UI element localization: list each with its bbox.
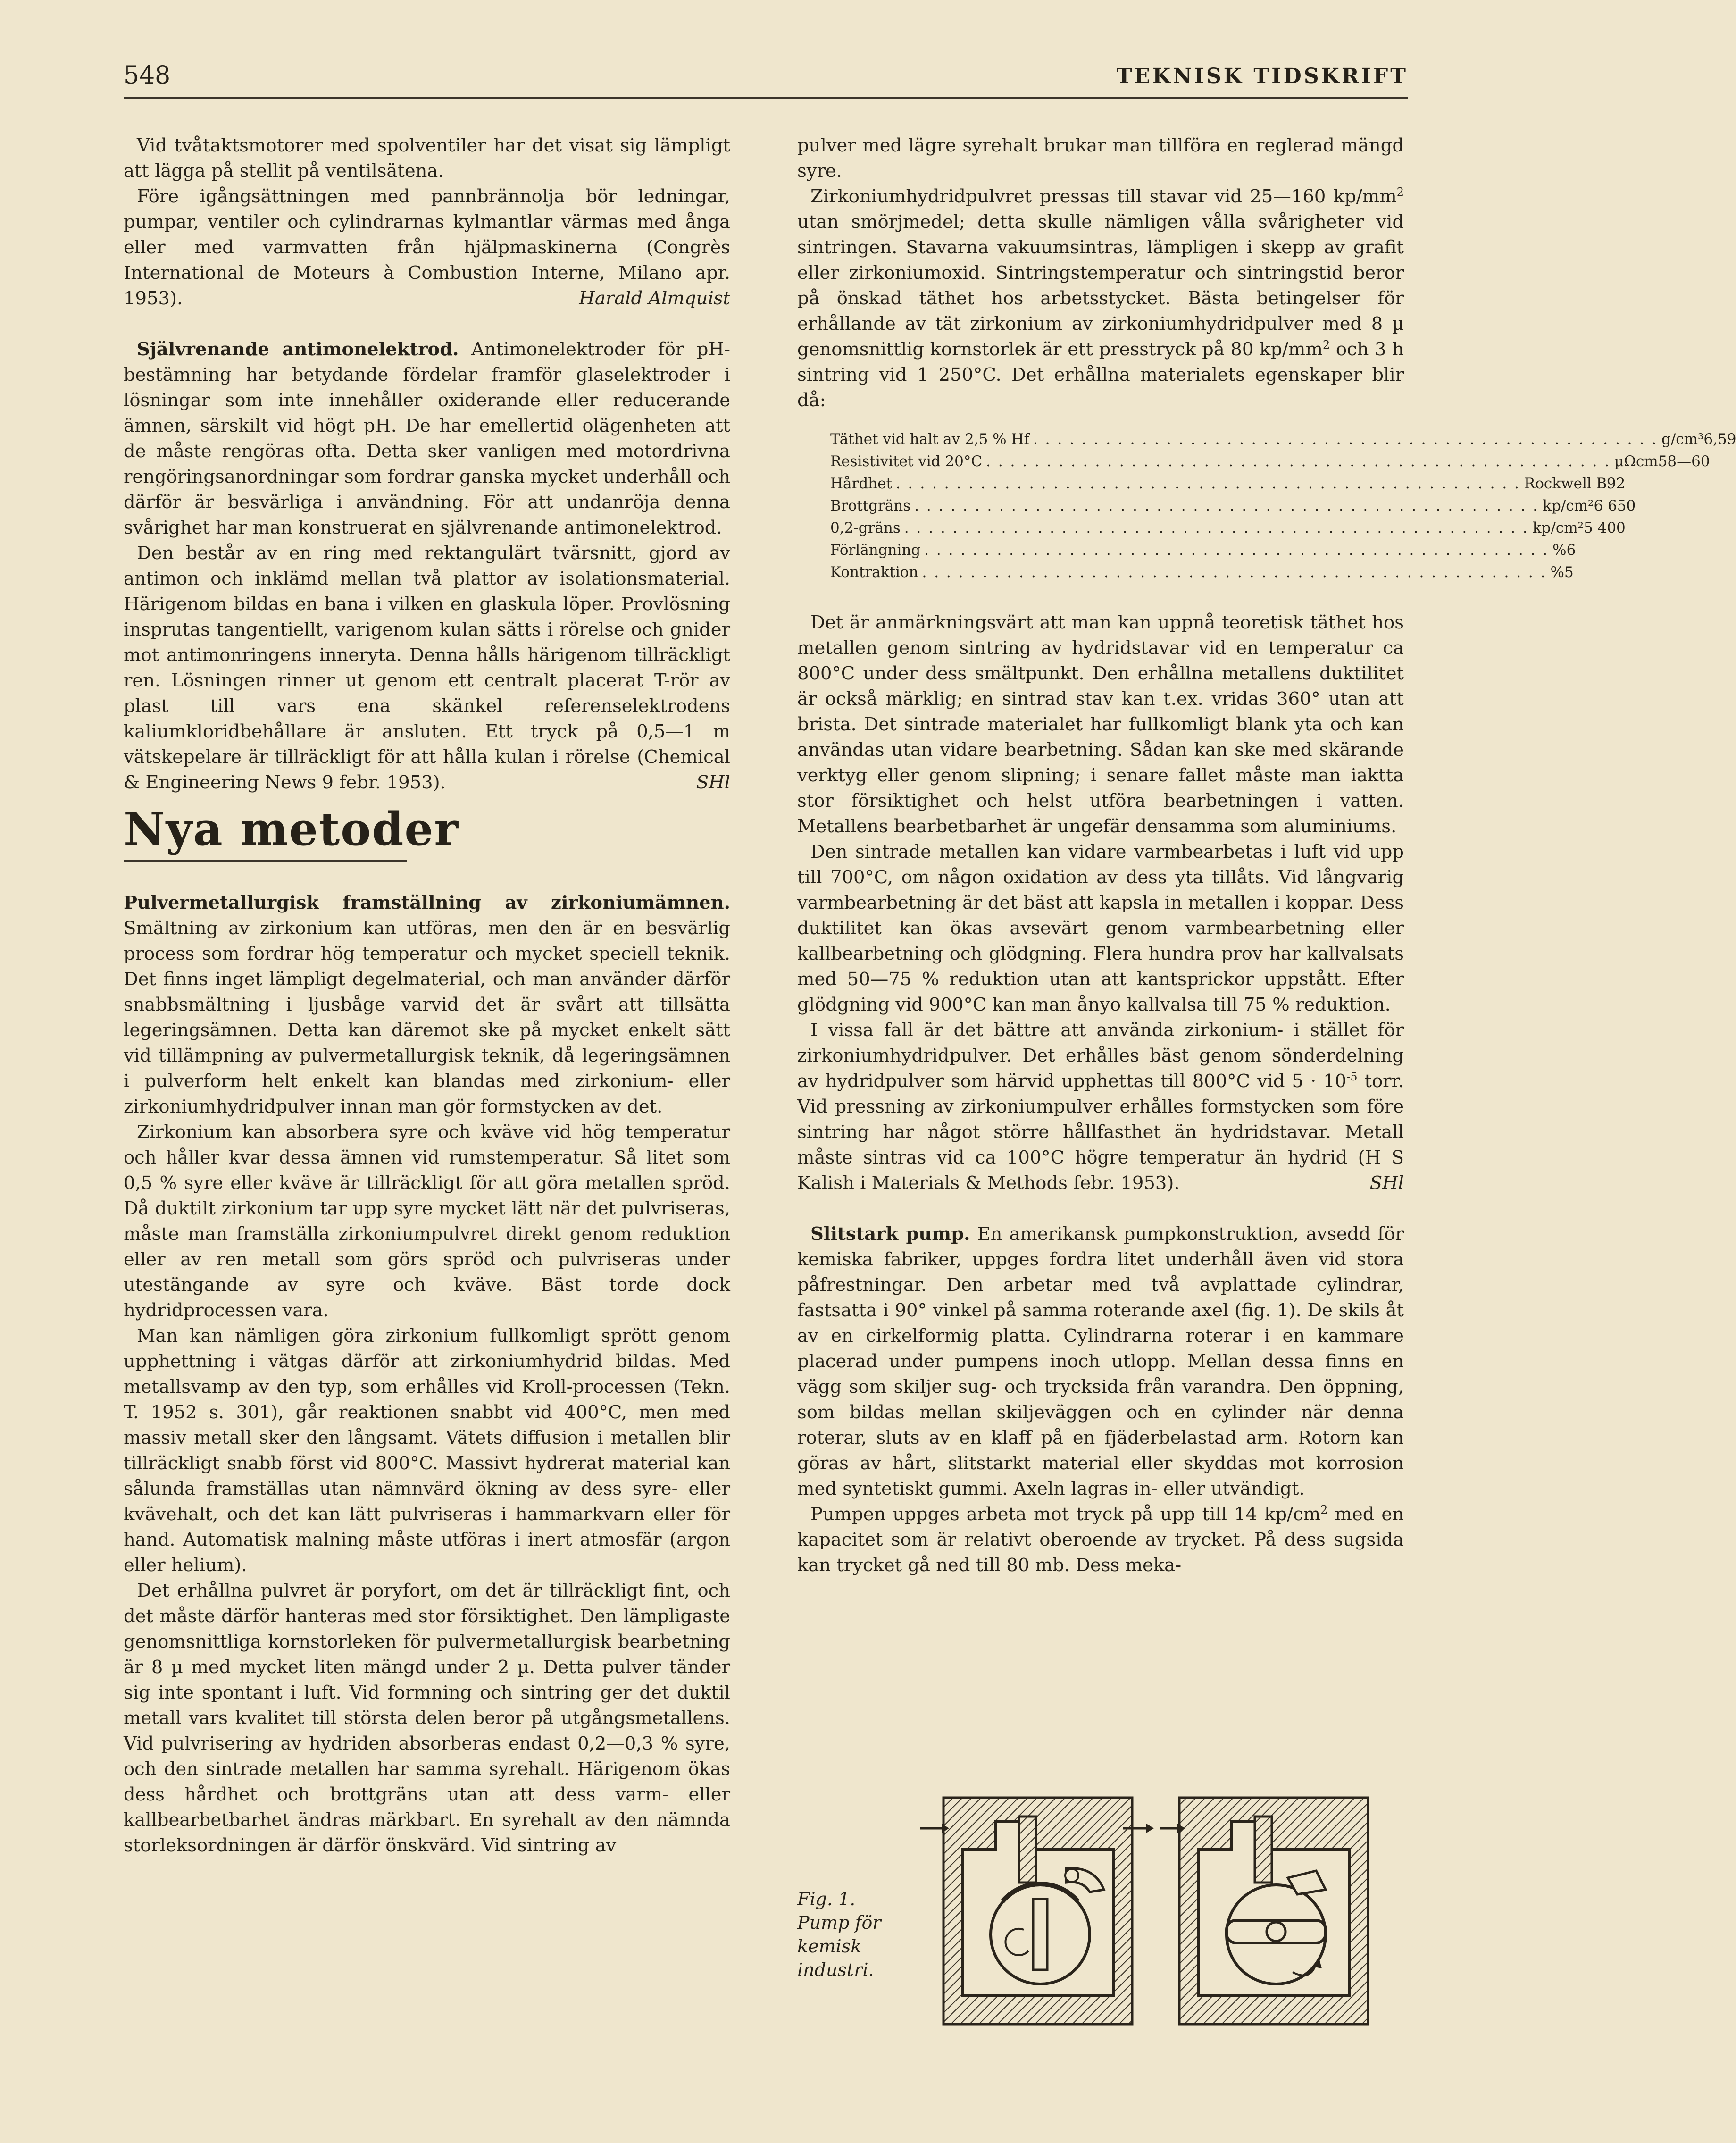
property-unit: g/cm³ (1661, 431, 1704, 448)
zirkonium-paragraph (124, 890, 730, 1120)
antimon-text: Antimonelektroder för pH-bestämning har betydande fördelar framför glaselektroder i lösningar som inte innehåller oxiderande eller reducerande ämnen, särskilt vid högt pH. De har emellertid olägenheten att de måste rengöras ofta. Detta sker vanligen med motordrivna rengöringsanordningar som fordrar ganska mycket underhåll och därför är besvärliga i användning. För att undanröja denna svårighet har man konstruerat en självrenande antimonelektrod. (124, 339, 730, 538)
property-value: 5 400 (1584, 519, 1626, 536)
author-signature: SHl (1369, 1172, 1404, 1194)
zirkonium-paragraph (797, 184, 1404, 413)
pump-right-view (1160, 1798, 1368, 2024)
zirkonium-text: utan smörjmedel; detta skulle nämligen vålla svårigheter vid sintringen. Stavarna vakuumsintras, lämpligen i skepp av grafit eller zirkoniumoxid. Sintringstemperatur och sintringstid beror på önskad täthet hos arbetsstycket. Bästa betingelser för erhållande av tät zirkonium av zirkoniumhydridpulver med 8 µ genomsnittlig kornstorlek är ett presstryck på 80 kp/mm (797, 211, 1404, 360)
zirkonium-text: Smältning av zirkonium kan utföras, men den är en besvärlig process som fordrar hög temperatur och mycket speciell teknik. Det finns inget lämpligt degelmaterial, och man använder därför snabbsmältning i ljusbåge varvid det är svårt att tillsätta legeringsämnen. Detta kan däremot ske på mycket enkelt sätt vid tillämpning av pulvermetallurgisk teknik, då legeringsämnen i pulverform helt enkelt kan blandas med zirkonium- eller zirkoniumhydridpulver innan man gör formstycken av det. (124, 918, 730, 1117)
superscript: -5 (1346, 1070, 1358, 1083)
zirkonium-text: och 3 h sintring vid 1 250°C. Det erhållna materialets egenskaper blir då: (797, 339, 1404, 411)
property-unit: kp/cm² (1543, 497, 1594, 514)
pump-paragraph (797, 1502, 1404, 1578)
antimon-paragraph (124, 337, 730, 541)
spacer (124, 311, 730, 337)
property-unit: % (1552, 542, 1567, 559)
properties-table (830, 428, 1736, 584)
property-value: 92 (1606, 475, 1626, 492)
zirkonium-paragraph: pulver med lägre syrehalt brukar man tillföra en reglerad mängd syre. (797, 135, 1404, 182)
right-column (797, 133, 1736, 1578)
antimon-text: Den består av en ring med rektangulärt tvärsnitt, gjord av antimon och inklämd mellan två plattor av isolationsmaterial. Härigenom bildas en bana i vilken en glaskula löper. Provlösning insprutas tangentiellt, varigenom kulan sätts i rörelse och gnider mot antimonringens inneryta. Denna hålls härigenom tillräckligt ren. Lösningen rinner ut genom ett centralt placerat T-rör av plast till vars ena skänkel referenselektrodens kaliumkloridbehållare är ansluten. Ett tryck på 0,5—1 m vätskepelare är tillräckligt för att hålla kulan i rörelse (Chemical & Engineering News 9 febr. 1953). (124, 543, 730, 793)
pump-left-view (920, 1798, 1154, 2024)
article-heading: Pulvermetallurgisk framställning av zirkoniumämnen. (124, 892, 730, 913)
property-unit: µΩcm (1614, 453, 1658, 470)
zirkonium-paragraph: Zirkonium kan absorbera syre och kväve vid hög temperatur och håller kvar dessa ämnen vid rumstemperatur. Så litet som 0,5 % syre eller kväve är tillräckligt för att göra metallen spröd. Då duktilt zirkonium tar upp syre mycket lätt när det pulvriseras, måste man framställa zirkoniumpulvret direkt genom reduktion eller av ren metall som görs spröd och pulvriseras under utestängande av syre och kväve. Bäst torde dock hydridprocessen vara. (124, 1122, 730, 1321)
stellit-paragraph: Vid tvåtaktsmotorer med spolventiler har det visat sig lämpligt att lägga på stellit på ventilsätena. (124, 135, 730, 182)
property-label: 0,2-gräns (830, 519, 901, 536)
leader-dots: . . . . . . . . . . . . . . . . . . . . . . . . . . . . . . . . . . . . . . . . . . . . . . . . . . . . (895, 475, 1520, 492)
header-rule (124, 97, 1408, 99)
property-label: Förlängning (830, 542, 921, 559)
property-row (830, 539, 1576, 561)
pump-diagram (925, 1788, 1387, 2034)
property-value: 6 650 (1594, 497, 1636, 514)
zirkonium-paragraph (797, 1018, 1404, 1196)
property-value: 58—60 (1658, 453, 1710, 470)
property-label: Brottgräns (830, 497, 911, 514)
pump-text: En amerikansk pumpkonstruktion, avsedd för kemiska fabriker, uppges fordra litet underhåll även vid stora påfrestningar. Den arbetar med två avplattade cylindrar, fastsatta i 90° vinkel på samma roterande axel (fig. 1). De skils åt av en cirkelformig platta. Cylindrarna roterar i en kammare placerad under pumpens inoch utlopp. Mellan dessa finns en vägg som skiljer sug- och trycksida från varandra. Den öppning, som bildas mellan skiljeväggen och en cylinder när denna roterar, sluts av en klaff på en fjäderbelastad arm. Rotorn kan göras av hårt, slitstarkt material eller skyddas mot korrosion med syntetiskt gummi. Axeln lagras in- eller utvändigt. (797, 1223, 1404, 1499)
leader-dots: . . . . . . . . . . . . . . . . . . . . . . . . . . . . . . . . . . . . . . . . . . . . . . . . . . . . (1033, 431, 1658, 448)
property-label: Resistivitet vid 20°C (830, 453, 983, 470)
pump-paragraph (797, 1222, 1404, 1502)
property-unit: Rockwell B (1524, 475, 1607, 492)
pump-figure (797, 1788, 1404, 2034)
leader-dots: . . . . . . . . . . . . . . . . . . . . . . . . . . . . . . . . . . . . . . . . . . . . . . . . . . . . (914, 497, 1539, 514)
stellit-text: Före igångsättningen med pannbrännolja bör ledningar, pumpar, ventiler och cylindrarnas kylmantlar värmas med ånga eller med varmvatten från hjälpmaskinerna (Congrès International de Moteurs à Combustion Interne, Milano apr. 1953). (124, 186, 730, 309)
zirkonium-paragraph: Det är anmärkningsvärt att man kan uppnå teoretisk täthet hos metallen genom sintring av hydridstavar vid en temperatur ca 800°C under dess smältpunkt. Den erhållna metallens duktilitet är också märklig; en sintrad stav kan t.ex. vridas 360° utan att brista. Det sintrade materialet har fullkomligt blank yta och kan användas utan vidare bearbetning. Sådan kan ske med skärande verktyg eller genom slipning; i senare fallet måste man iaktta stor försiktighet och helst utföra bearbetningen i vatten. Metallens bearbetbarhet är ungefär densamma som aluminiums. (797, 612, 1404, 837)
leader-dots: . . . . . . . . . . . . . . . . . . . . . . . . . . . . . . . . . . . . . . . . . . . . . . . . . . . . (922, 564, 1547, 581)
author-signature: Harald Almquist (579, 288, 730, 309)
article-heading: Självrenande antimonelektrod. (137, 339, 459, 360)
section-rule (124, 860, 407, 862)
spacer (797, 1196, 1404, 1222)
zirkonium-paragraph: Man kan nämligen göra zirkonium fullkomligt sprött genom upphettning i vätgas därför att zirkoniumhydrid bildas. Med metallsvamp av den typ, som erhålles vid Kroll-processen (Tekn. T. 1952 s. 301), går reaktionen snabbt vid 400°C, men med massiv metall sker den långsamt. Vätets diffusion i metallen blir tillräckligt snabb först vid 800°C. Massivt hydrerat material kan sålunda framställas utan nämnvärd ökning av dess syre- eller kvävehalt, och det kan lätt pulvriseras i hammarkvarn eller för hand. Automatisk malning måste utföras i inert atmosfär (argon eller helium). (124, 1325, 730, 1576)
property-row (830, 451, 1710, 473)
pump-text: Pumpen uppges arbeta mot tryck på upp till 14 kp/cm (810, 1504, 1321, 1525)
property-row (830, 517, 1626, 539)
author-signature: SHl (696, 772, 730, 793)
stellit-paragraph (124, 184, 730, 311)
property-value: 5 (1564, 564, 1574, 581)
leader-dots: . . . . . . . . . . . . . . . . . . . . . . . . . . . . . . . . . . . . . . . . . . . . . . . . . . . . (924, 542, 1549, 559)
property-value: 6 (1566, 542, 1576, 559)
property-value: 6,59 (1703, 431, 1736, 448)
property-label: Kontraktion (830, 564, 918, 581)
property-label: Hårdhet (830, 475, 892, 492)
journal-title: TEKNISK TIDSKRIFT (1116, 64, 1408, 88)
property-row (830, 495, 1636, 517)
property-row (830, 428, 1736, 451)
article-heading: Slitstark pump. (810, 1223, 970, 1245)
zirkonium-text: torr. Vid pressning av zirkoniumpulver erhålles formstycken som före sintring har något större hållfasthet än hydridstavar. Metall måste sintras vid ca 100°C högre temperatur än hydrid (H S Kalish i Materials & Methods febr. 1953). (797, 1071, 1404, 1194)
property-row (830, 473, 1626, 495)
pump-text: med en kapacitet som är relativt oberoende av trycket. På dess sugsida kan trycket gå ned till 80 mb. Dess meka- (797, 1504, 1404, 1576)
zirkonium-text: I vissa fall är det bättre att använda zirkonium- i stället för zirkoniumhydridpulver. Det erhålles bäst genom sönderdelning av hydridpulver som härvid upphettas till 800°C vid 5 · 10 (797, 1020, 1404, 1092)
antimon-paragraph (124, 541, 730, 795)
page-number: 548 (124, 61, 171, 90)
superscript: 2 (1322, 338, 1330, 352)
leader-dots: . . . . . . . . . . . . . . . . . . . . . . . . . . . . . . . . . . . . . . . . . . . . . . . . . . . . (904, 519, 1529, 536)
property-row (830, 561, 1574, 584)
figure-caption: Fig. 1. Pump för kemisk industri. (797, 1889, 881, 1980)
property-label: Täthet vid halt av 2,5 % Hf (830, 431, 1029, 448)
left-column (124, 133, 730, 1858)
zirkonium-paragraph: Den sintrade metallen kan vidare varmbearbetas i luft vid upp till 700°C, om någon oxidation av dess yta tillåts. Vid långvarig varmbearbetning är det bäst att kapsla in metallen i koppar. Dess duktilitet kan ökas avsevärt genom varmbearbetning eller kallbearbetning och glödgning. Flera hundra prov har kallvalsats med 50—75 % reduktion utan att kantsprickor uppstått. Efter glödgning vid 900°C kan man ånyo kallvalsa till 75 % reduktion. (797, 841, 1404, 1015)
page-header (124, 59, 1408, 99)
zirkonium-paragraph: Det erhållna pulvret är poryfort, om det är tillräckligt fint, och det måste därför hanteras med stor försiktighet. Den lämpligaste genomsnittliga kornstorleken för pulvermetallurgisk bearbetning är 8 µ med mycket liten mängd under 2 µ. Detta pulver tänder sig inte spontant i luft. Vid formning och sintring ger det duktil metall vars kvalitet till största delen beror på utgångsmetallens. Vid pulvrisering av hydriden absorberas endast 0,2—0,3 % syre, och den sintrade metallen har samma syrehalt. Härigenom ökas dess hårdhet och brottgräns utan att dess varm- eller kallbearbetbarhet ändras märkbart. En syrehalt av den nämnda storleksordningen är därför önskvärd. Vid sintring av (124, 1580, 730, 1856)
zirkonium-text: Zirkoniumhydridpulvret pressas till stavar vid 25—160 kp/mm (810, 186, 1397, 207)
property-unit: kp/cm² (1532, 519, 1584, 536)
property-unit: % (1550, 564, 1564, 581)
section-title: Nya metoder (124, 803, 459, 856)
leader-dots: . . . . . . . . . . . . . . . . . . . . . . . . . . . . . . . . . . . . . . . . . . . . . . . . . . . . (986, 453, 1611, 470)
superscript: 2 (1320, 1503, 1328, 1516)
superscript: 2 (1396, 185, 1404, 199)
